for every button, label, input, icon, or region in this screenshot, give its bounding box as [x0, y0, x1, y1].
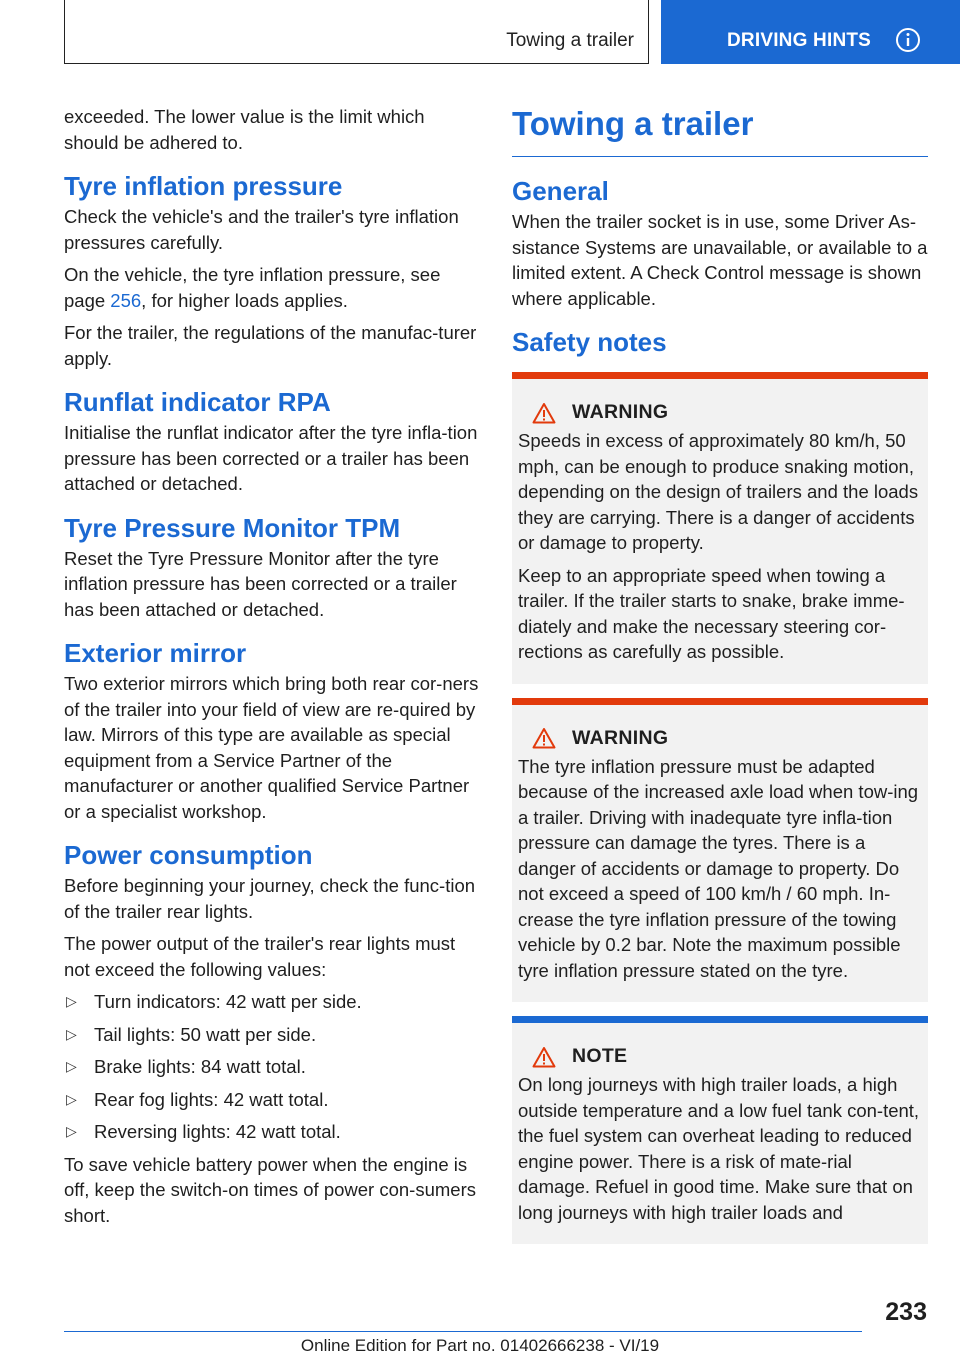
warning-label: WARNING — [572, 726, 669, 749]
header-title: Towing a trailer — [506, 30, 634, 51]
tyre-inflation-heading: Tyre inflation pressure — [64, 171, 343, 201]
note-header — [532, 1045, 922, 1068]
header-title-box — [64, 0, 649, 64]
exterior-mirror-heading: Exterior mirror — [64, 638, 247, 668]
warning-triangle-icon — [532, 402, 556, 424]
warning-box-1 — [512, 372, 928, 684]
header-section-box — [661, 0, 960, 64]
title-rule — [512, 104, 928, 157]
triangle-bullet-icon: ▷ — [66, 1090, 77, 1107]
general-heading: General — [512, 176, 609, 206]
tyre-inflation-p1: Check the vehicle's and the trailer's tyre inflation pressures carefully. — [64, 206, 459, 253]
list-item — [64, 1087, 482, 1113]
footer-edition: Online Edition for Part no. 01402666238 - VI/19 — [300, 1336, 660, 1355]
page-reference-link[interactable]: 256 — [110, 289, 142, 311]
safety-notes-heading: Safety notes — [512, 327, 667, 357]
triangle-bullet-icon: ▷ — [66, 1123, 77, 1139]
list-item-text: Rear fog lights: 42 watt total. — [94, 1088, 329, 1110]
warning-label: WARNING — [572, 401, 669, 423]
warning-header — [532, 727, 922, 750]
warning-1-p1: Speeds in excess of approximately 80 km/h, 50 mph, can be enough to produce snaking motion, depending on the design of trailers and the loads they are carrying. There is a danger of accidents or damage to property. — [518, 430, 919, 553]
note-label: NOTE — [572, 1045, 628, 1067]
general-paragraph: When the trailer socket is in use, some Driver As-sistance Systems are unavailable, or available to a limited extent. A Check Control message is shown where applicable. — [512, 211, 928, 309]
page-title: Towing a trailer — [512, 105, 754, 142]
list-item — [64, 989, 482, 1015]
info-icon — [895, 27, 921, 53]
list-item-text: Brake lights: 84 watt total. — [94, 1056, 306, 1077]
tpm-heading: Tyre Pressure Monitor TPM — [64, 512, 401, 543]
triangle-bullet-icon: ▷ — [66, 1058, 77, 1074]
note-box — [512, 1016, 928, 1244]
triangle-bullet-icon: ▷ — [66, 1025, 77, 1042]
left-column — [64, 104, 482, 1235]
power-values-list — [64, 989, 482, 1145]
tyre-inflation-p2 — [64, 262, 482, 313]
list-item-text: Turn indicators: 42 watt per side. — [94, 991, 362, 1012]
tyre-p2-pre: On the vehicle, the tyre inflation pressure, see page — [64, 264, 441, 311]
right-column — [512, 104, 928, 1258]
runflat-paragraph: Initialise the runflat indicator after the tyre infla-tion pressure has been corrected or a trailer has been attached or detached. — [64, 422, 478, 494]
power-p2: The power output of the trailer's rear lights must not exceed the following values: — [64, 933, 456, 980]
note-p1: On long journeys with high trailer loads, a high outside temperature and a low fuel tank con-tent, the fuel system can overheat leading to reduced engine power. There is a risk of mate-rial damage. Refuel in good time. Make sure that on long journeys with high trailer loads and — [518, 1074, 920, 1223]
warning-header — [532, 401, 922, 424]
exterior-mirror-paragraph: Two exterior mirrors which bring both rear cor-ners of the trailer into your field of view are re-quired by law. Mirrors of this type are available as special equipment from a Service Partner of the manufacturer or another qualified Service Partner or a specialist workshop. — [64, 673, 479, 822]
runflat-heading: Runflat indicator RPA — [64, 387, 331, 417]
tyre-p2-post: , for higher loads applies. — [141, 289, 348, 311]
warning-triangle-icon — [532, 727, 556, 749]
header-section: DRIVING HINTS — [727, 30, 872, 51]
power-p1: Before beginning your journey, check the func-tion of the trailer rear lights. — [64, 875, 476, 922]
list-item-text: Tail lights: 50 watt per side. — [94, 1023, 317, 1045]
triangle-bullet-icon: ▷ — [66, 993, 77, 1009]
list-item — [64, 1022, 482, 1048]
power-p3: To save vehicle battery power when the engine is off, keep the switch-on times of power con-sumers short. — [64, 1153, 476, 1226]
list-item-text: Reversing lights: 42 watt total. — [94, 1121, 341, 1142]
power-consumption-heading: Power consumption — [64, 840, 313, 870]
warning-2-p1: The tyre inflation pressure must be adapted because of the increased axle load when tow-ing a trailer. Driving with inadequate tyre infla-tion pressure can damage the tyres. There is a danger of accidents or damage to property. Do not exceed a speed of 100 km/h / 60 mph. In-crease the tyre inflation pressure of the towing vehicle by 0.2 bar. Note the maximum possible tyre inflation pressure stated on the tyre. — [518, 755, 919, 981]
list-item — [64, 1054, 482, 1080]
tyre-inflation-p3: For the trailer, the regulations of the manufac-turer apply. — [64, 322, 477, 369]
warning-1-p2: Keep to an appropriate speed when towing a trailer. If the trailer starts to snake, brake imme-diately and make the necessary steering cor-rections as carefully as possible. — [518, 564, 905, 662]
tpm-paragraph: Reset the Tyre Pressure Monitor after the tyre inflation pressure has been corrected or a trailer has been attached or detached. — [64, 547, 457, 620]
list-item — [64, 1119, 482, 1145]
footer-rule — [64, 1331, 862, 1332]
intro-paragraph: exceeded. The lower value is the limit which should be adhered to. — [64, 106, 425, 153]
warning-box-2 — [512, 698, 928, 1003]
page-number: 233 — [885, 1298, 927, 1326]
warning-triangle-icon — [532, 1046, 556, 1068]
